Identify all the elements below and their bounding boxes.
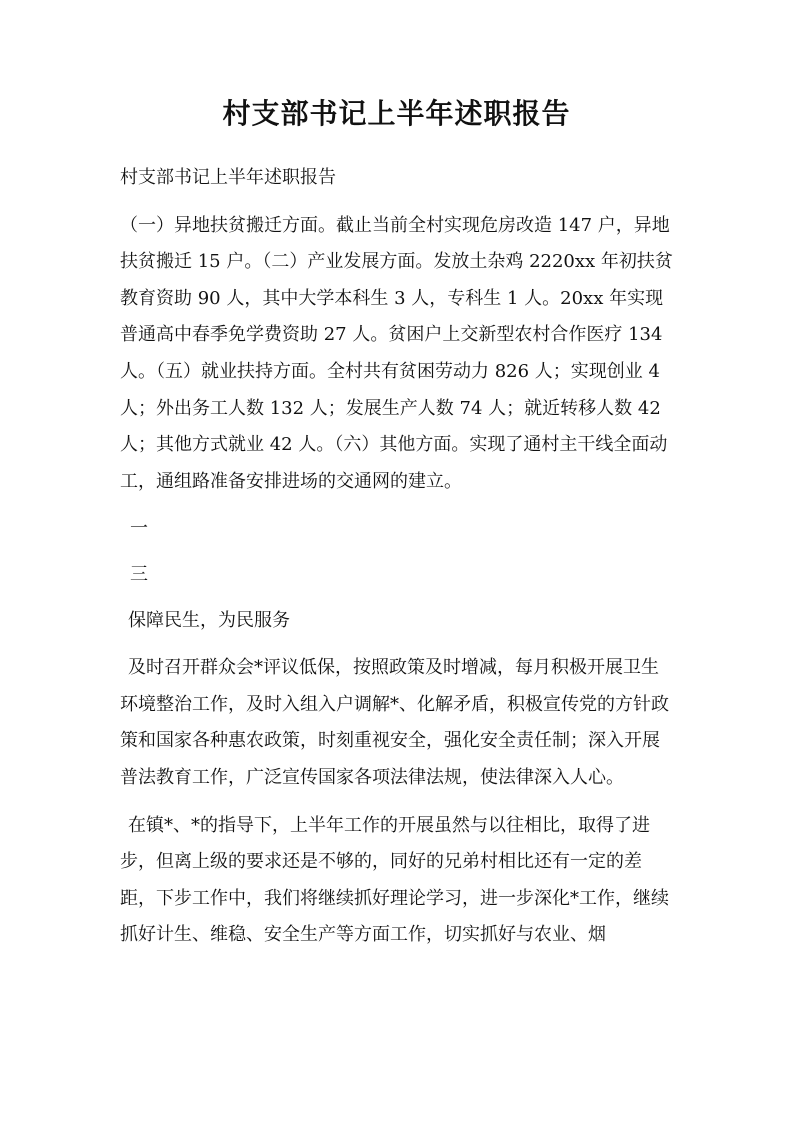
paragraph-heading-livelihood: 保障民生，为民服务	[128, 609, 290, 631]
paragraph-summary: 在镇*、*的指导下，上半年工作的开展虽然与以往相比，取得了进步，但离上级的要求还是不够的，同好的兄弟村相比还有一定的差距，下步工作中，我们将继续抓好理论学习，进一步深化*工作，继续抓好计生、维稳、安全生产等方面工作，切实抓好与农业、烟	[120, 814, 669, 946]
paragraph-marker-one: 一	[130, 518, 148, 540]
document-title: 村支部书记上半年述职报告	[222, 97, 571, 130]
paragraph-livelihood-work: 及时召开群众会*评议低保，按照政策及时增减，每月积极开展卫生环境整治工作，及时入组入户调解*、化解矛盾，积极宣传党的方针政策和国家各种惠农政策，时刻重视安全，强化安全责任制；深入开展普法教育工作，广泛宣传国家各项法律法规，使法律深入人心。	[120, 657, 669, 788]
paragraph-poverty-work: （一）异地扶贫搬迁方面。截止当前全村实现危房改造 147 户，异地扶贫搬迁 15 户。（二）产业发展方面。发放土杂鸡 2220xx 年初扶贫教育资助 90 人，其中大学本科生 3 人，专科生 1 人。20xx 年实现普通高中春季免学费资助 27 人。贫困户上交新型农村合作医疗 134 人。（五）就业扶持方面。全村共有贫困劳动力 826 人；实现创业 4 人；外出务工人数 132 人；发展生产人数 74 人；就近转移人数 42 人；其他方式就业 42 人。（六）其他方面。实现了通村主干线全面动工，通组路准备安排进场的交通网的建立。	[120, 214, 673, 492]
paragraph-subtitle: 村支部书记上半年述职报告	[120, 167, 336, 188]
paragraph-marker-three: 三	[130, 563, 148, 585]
document-body	[120, 160, 676, 954]
